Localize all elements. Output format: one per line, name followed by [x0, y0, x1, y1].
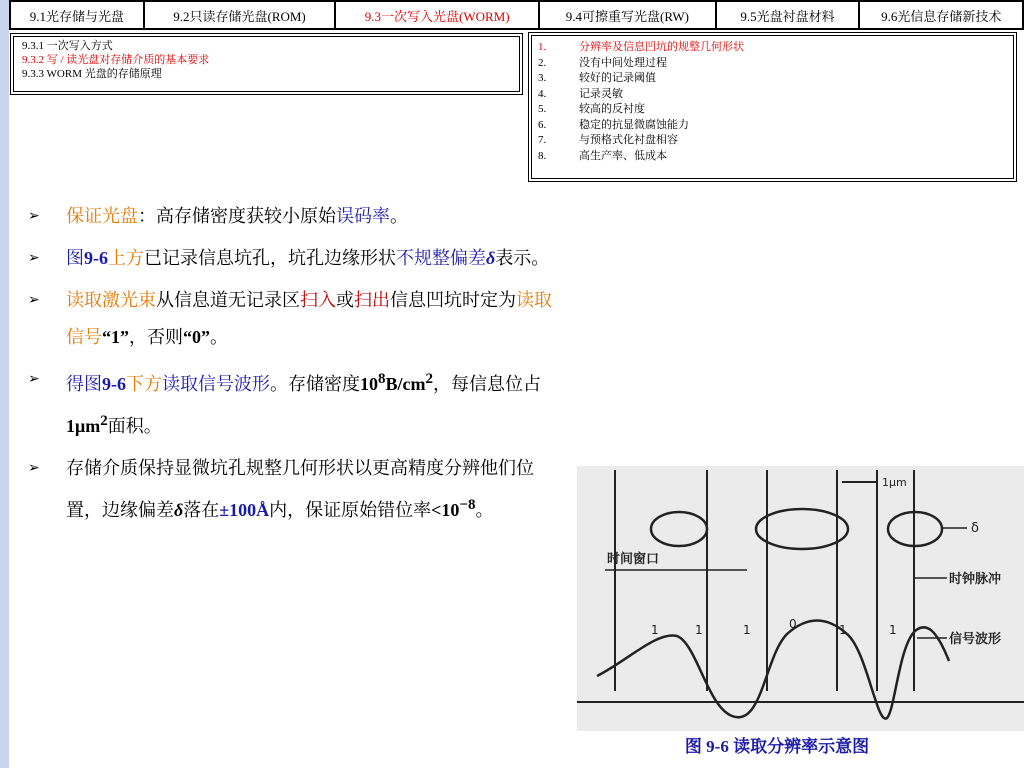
arrow-bullet-icon: ➢ — [28, 251, 40, 266]
requirements-box — [528, 32, 1017, 182]
subsection-list — [13, 36, 520, 92]
figure-diagram — [577, 466, 1024, 731]
subsection-9-3-3[interactable]: 9.3.3 WORM 光盘的存储原理 — [22, 68, 162, 80]
bullet-5: ➢ 存储介质保持显微坑孔规整几何形状以更高精度分辨他们位置，边缘偏差δ落在±100Å内，保证原始错位率$<10^{-8}$。 — [28, 450, 558, 529]
chapter-tabs — [9, 0, 1024, 30]
left-accent-bar — [0, 0, 9, 768]
bullet-4: ➢ 得图9-6下方读取信号波形。存储密度$10^8B/cm^2$，每信息位占$1\mu m^2$面积。 — [28, 361, 558, 445]
arrow-bullet-icon: ➢ — [28, 372, 40, 387]
tab-9-5[interactable]: 9.5光盘衬盘材料 — [717, 2, 861, 28]
requirement-item: 6. 稳定的抗显微腐蚀能力 — [538, 118, 689, 131]
requirement-item: 5. 较高的反衬度 — [538, 103, 645, 115]
bit-label: 1 — [839, 623, 847, 637]
tab-9-3[interactable]: 9.3一次写入光盘(WORM) — [336, 2, 540, 28]
requirement-item: 7. 与预格式化衬盘相容 — [538, 134, 678, 146]
pit-ellipse — [651, 512, 707, 546]
bit-label: 1 — [651, 623, 659, 637]
bullet-1: ➢ 保证光盘：高存储密度获较小原始误码率。 — [28, 198, 558, 235]
requirement-item: 4. 记录灵敏 — [538, 87, 623, 100]
subsection-9-3-2[interactable]: 9.3.2 写 / 读光盘对存储介质的基本要求 — [22, 54, 210, 66]
label-signal: 信号波形 — [949, 632, 1002, 647]
bit-label: 1 — [889, 623, 897, 637]
requirement-item: 2. 没有中间处理过程 — [538, 56, 667, 69]
requirement-item: 1. 分辨率及信息凹坑的规整几何形状 — [538, 41, 744, 53]
subsection-9-3-1[interactable]: 9.3.1 一次写入方式 — [22, 40, 113, 52]
bit-label: 0 — [789, 617, 797, 631]
bit-label: 1 — [695, 623, 703, 637]
label-um: 1μm — [882, 476, 907, 489]
tab-9-1[interactable]: 9.1光存储与光盘 — [11, 2, 145, 28]
tab-9-6[interactable]: 9.6光信息存储新技术 — [881, 8, 1002, 24]
requirements-list — [531, 35, 1014, 179]
bullet-list — [28, 198, 558, 534]
label-clock: 时钟脉冲 — [949, 572, 1002, 587]
subsection-menu — [10, 33, 523, 95]
bit-label: 1 — [743, 623, 751, 637]
label-time-window: 时间窗口 — [607, 552, 660, 567]
bullet-2: ➢ 图9-6上方已记录信息坑孔，坑孔边缘形状不规整偏差δ表示。 — [28, 240, 558, 277]
arrow-bullet-icon: ➢ — [28, 461, 40, 476]
arrow-bullet-icon: ➢ — [28, 209, 40, 224]
pit-ellipse — [756, 509, 848, 549]
tab-9-2[interactable]: 9.2只读存储光盘(ROM) — [145, 2, 337, 28]
arrow-bullet-icon: ➢ — [28, 293, 40, 308]
bullet-3: ➢ 读取激光束从信息道无记录区扫入或扫出信息凹坑时定为读取信号“1”，否则“0”。 — [28, 282, 558, 356]
requirement-item: 8. 高生产率、低成本 — [538, 149, 667, 162]
tab-9-4[interactable]: 9.4可擦重写光盘(RW) — [540, 2, 717, 28]
figure-caption: 图 9-6 读取分辨率示意图 — [684, 737, 870, 756]
requirement-item: 3. 较好的记录阈值 — [538, 72, 656, 84]
read-resolution-figure — [577, 466, 1024, 731]
label-delta: δ — [971, 521, 979, 536]
